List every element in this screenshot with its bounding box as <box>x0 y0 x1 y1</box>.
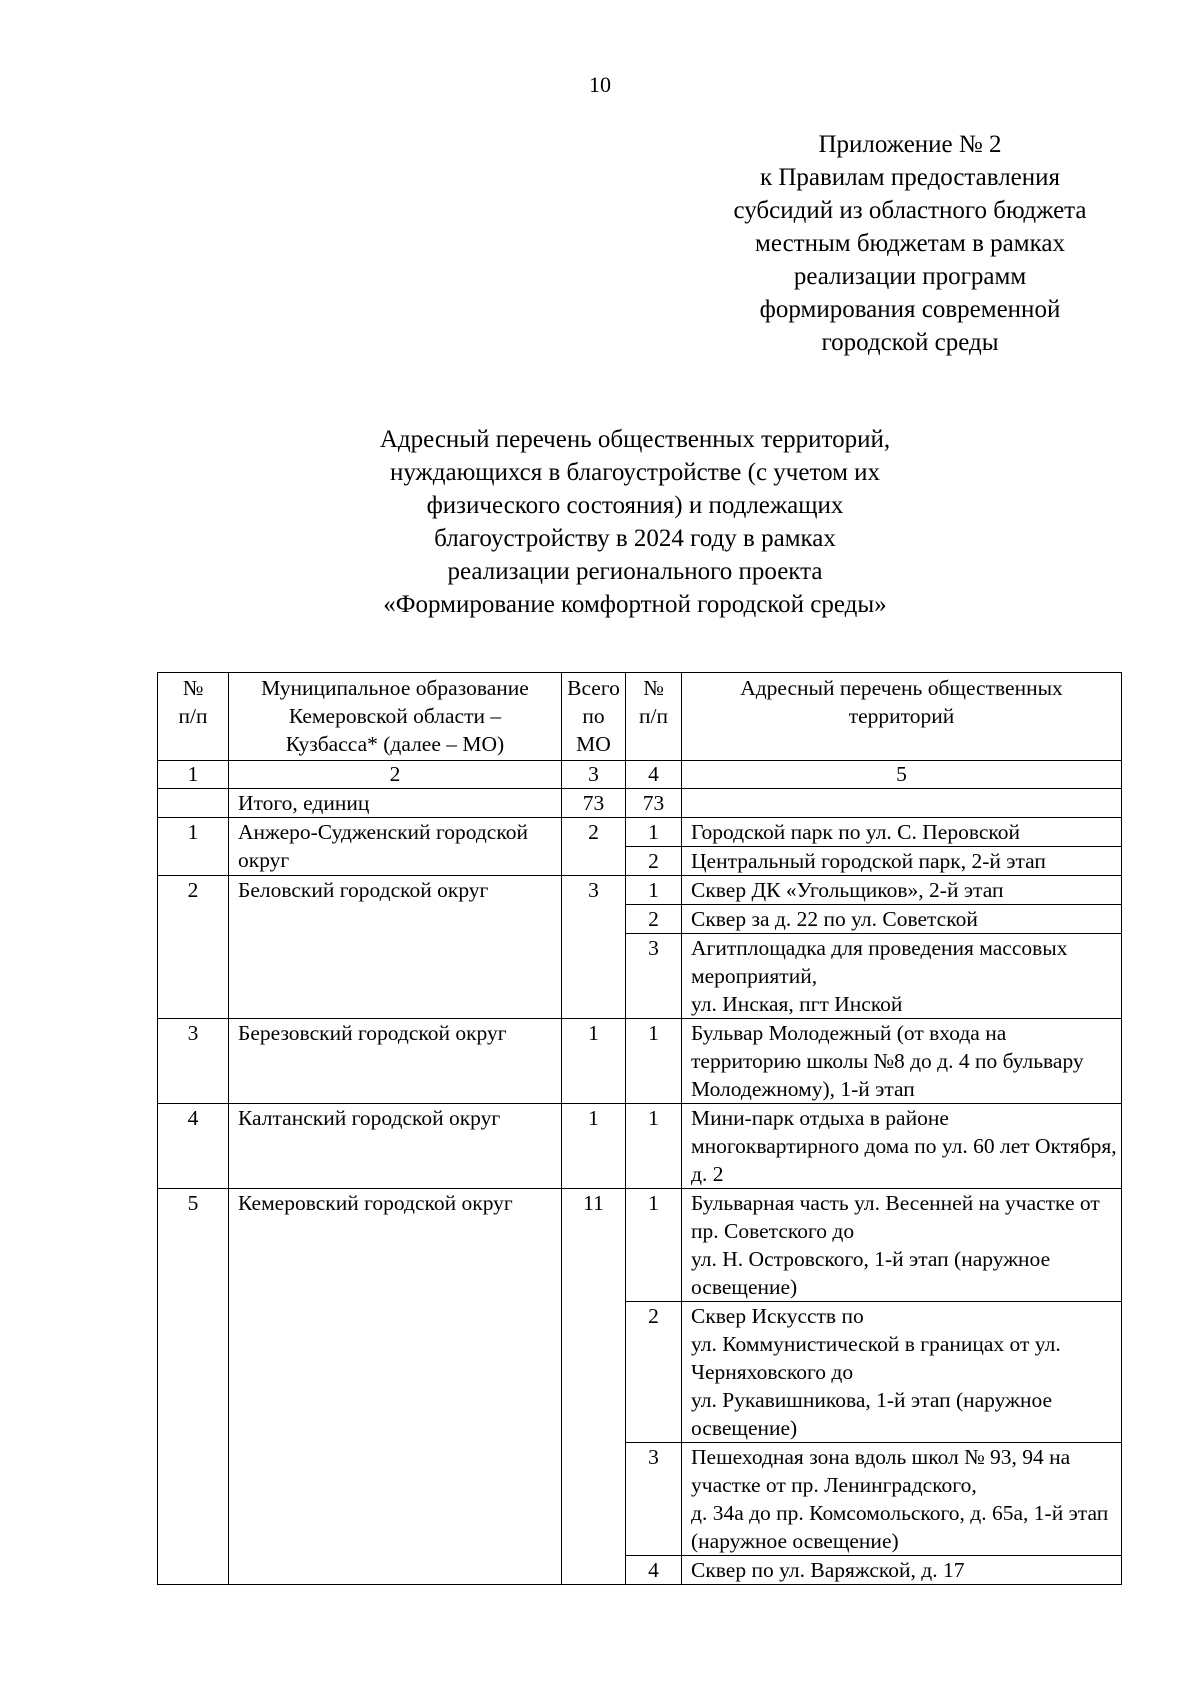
territory-address-cell: Бульвар Молодежный (от входа на территорию школы №8 до д. 4 по бульвару Молодежному), 1-й этап <box>682 1019 1122 1104</box>
total-row <box>158 789 1122 818</box>
municipality-index-cell: 2 <box>158 876 229 1019</box>
column-number-cell: 1 <box>158 761 229 789</box>
municipality-count-cell: 2 <box>562 818 626 876</box>
column-number-cell: 5 <box>682 761 1122 789</box>
title-line: «Формирование комфортной городской среды» <box>383 591 887 618</box>
header-cell-total <box>562 673 626 761</box>
table-row <box>158 1104 1122 1189</box>
document-title <box>250 423 1020 621</box>
header-cell-index <box>158 673 229 761</box>
municipality-name-cell: Кемеровский городской округ <box>229 1189 562 1585</box>
title-line: реализации регионального проекта <box>447 558 823 585</box>
municipality-count-cell: 1 <box>562 1019 626 1104</box>
appendix-line: субсидий из областного бюджета <box>733 197 1087 224</box>
total-index-cell <box>158 789 229 818</box>
page-number: 10 <box>589 72 611 97</box>
registry-table-body <box>158 673 1122 1585</box>
column-number-cell: 2 <box>229 761 562 789</box>
territory-index-cell: 2 <box>626 847 682 876</box>
municipality-index-cell: 1 <box>158 818 229 876</box>
municipality-name-cell: Анжеро-Судженский городской округ <box>229 818 562 876</box>
header-municipality-text: Муниципальное образование Кемеровской области – Кузбасса* (далее – МО) <box>261 676 529 756</box>
territory-address-cell: Агитплощадка для проведения массовых мероприятий, ул. Инская, пгт Инской <box>682 934 1122 1019</box>
title-line: Адресный перечень общественных территорий, <box>379 426 891 453</box>
column-number-cell: 4 <box>626 761 682 789</box>
territory-address-cell: Центральный городской парк, 2-й этап <box>682 847 1122 876</box>
territory-index-cell: 2 <box>626 1302 682 1443</box>
municipality-index-cell: 3 <box>158 1019 229 1104</box>
territory-address-cell: Сквер по ул. Варяжской, д. 17 <box>682 1556 1122 1585</box>
column-number-row <box>158 761 1122 789</box>
column-number-cell: 3 <box>562 761 626 789</box>
header-total-text: Всего по МО <box>567 676 620 756</box>
territory-address-cell: Мини-парк отдыха в районе многоквартирного дома по ул. 60 лет Октября, д. 2 <box>682 1104 1122 1189</box>
municipality-count-cell: 11 <box>562 1189 626 1585</box>
header-cell-municipality <box>229 673 562 761</box>
territory-index-cell: 3 <box>626 934 682 1019</box>
table-header-row <box>158 673 1122 761</box>
table-row <box>158 876 1122 905</box>
territory-index-cell: 3 <box>626 1443 682 1556</box>
territory-address-cell: Сквер ДК «Угольщиков», 2-й этап <box>682 876 1122 905</box>
total-mo-cell: 73 <box>562 789 626 818</box>
territory-index-cell: 1 <box>626 1104 682 1189</box>
territory-address-cell: Сквер за д. 22 по ул. Советской <box>682 905 1122 934</box>
territory-index-cell: 1 <box>626 1189 682 1302</box>
territory-index-cell: 1 <box>626 1019 682 1104</box>
header-cell-item-index <box>626 673 682 761</box>
appendix-line: Приложение № 2 <box>818 131 1002 158</box>
territory-registry-table <box>157 672 1122 1585</box>
territory-address-cell: Городской парк по ул. С. Перовской <box>682 818 1122 847</box>
table-row <box>158 1189 1122 1302</box>
territory-address-cell: Пешеходная зона вдоль школ № 93, 94 на участке от пр. Ленинградского, д. 34а до пр. Комсомольского, д. 65а, 1-й этап (наружное освещение) <box>682 1443 1122 1556</box>
title-line: физического состояния) и подлежащих <box>426 492 844 519</box>
header-index-text: № п/п <box>178 676 208 728</box>
territory-index-cell: 4 <box>626 1556 682 1585</box>
municipality-name-cell: Калтанский городской округ <box>229 1104 562 1189</box>
municipality-index-cell: 4 <box>158 1104 229 1189</box>
appendix-line: к Правилам предоставления <box>759 164 1061 191</box>
header-address-text: Адресный перечень общественных территорий <box>740 676 1063 728</box>
municipality-count-cell: 1 <box>562 1104 626 1189</box>
appendix-reference <box>690 128 1130 359</box>
territory-address-cell: Бульварная часть ул. Весенней на участке от пр. Советского до ул. Н. Островского, 1-й этап (наружное освещение) <box>682 1189 1122 1302</box>
municipality-name-cell: Березовский городской округ <box>229 1019 562 1104</box>
territory-index-cell: 1 <box>626 818 682 847</box>
appendix-line: формирования современной <box>759 296 1061 323</box>
total-items-cell: 73 <box>626 789 682 818</box>
territory-index-cell: 1 <box>626 876 682 905</box>
table-row <box>158 1019 1122 1104</box>
title-line: благоустройству в 2024 году в рамках <box>434 525 836 552</box>
appendix-line: реализации программ <box>793 263 1027 290</box>
municipality-name-cell: Беловский городской округ <box>229 876 562 1019</box>
municipality-count-cell: 3 <box>562 876 626 1019</box>
appendix-line: городской среды <box>821 329 999 356</box>
total-label-cell: Итого, единиц <box>229 789 562 818</box>
table-row <box>158 818 1122 847</box>
total-address-cell <box>682 789 1122 818</box>
appendix-line: местным бюджетам в рамках <box>755 230 1065 257</box>
title-line: нуждающихся в благоустройстве (с учетом их <box>389 459 881 486</box>
header-cell-address <box>682 673 1122 761</box>
municipality-index-cell: 5 <box>158 1189 229 1585</box>
header-item-index-text: № п/п <box>639 676 668 728</box>
territory-index-cell: 2 <box>626 905 682 934</box>
territory-address-cell: Сквер Искусств по ул. Коммунистической в границах от ул. Черняховского до ул. Рукавишникова, 1-й этап (наружное освещение) <box>682 1302 1122 1443</box>
